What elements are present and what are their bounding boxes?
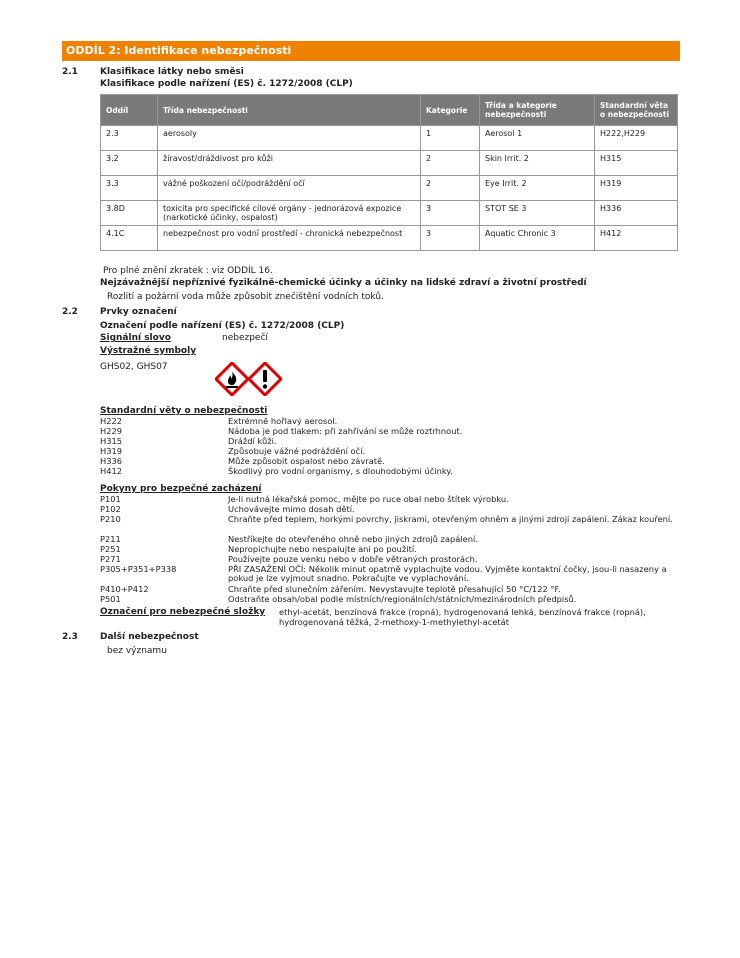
statement-code: P251: [100, 544, 121, 554]
section-number-2-2: 2.2: [62, 307, 78, 317]
col-header: Kategorie: [421, 95, 480, 126]
statement-code: H319: [100, 446, 123, 456]
subsection-title: Klasifikace látky nebo směsi: [100, 67, 244, 77]
col-header: Oddíl: [101, 95, 158, 126]
hazardous-components-label: Označení pro nebezpečné složky: [100, 607, 266, 617]
subsection-title: Prvky označení: [100, 307, 177, 317]
classification-table: [100, 94, 678, 251]
cell: H222,H229: [595, 126, 678, 151]
cell: 2: [421, 151, 480, 176]
cell: Skin Irrit. 2: [480, 151, 595, 176]
statement-text: Škodlivý pro vodní organismy, s dlouhodobými účinky.: [228, 466, 453, 476]
statement-code: P305+P351+P338: [100, 564, 177, 574]
cell: 3.3: [101, 176, 158, 201]
statement-code: H229: [100, 426, 123, 436]
subsection-title: Další nebezpečnost: [100, 632, 199, 642]
clp-label-heading: Označení podle nařízení (ES) č. 1272/2008 (CLP): [100, 321, 345, 331]
signal-word-value: nebezpečí: [222, 333, 268, 343]
cell: H336: [595, 201, 678, 226]
section-header: ODDÍL 2: Identifikace nebezpečnosti: [62, 41, 680, 61]
effects-heading: Nejzávažnější nepříznivé fyzikálně-chemické účinky a účinky na lidské zdraví a životní prostředí: [100, 278, 587, 288]
statement-text: Chraňte před teplem, horkými povrchy, jiskrami, otevřeným ohněm a jinými zdroji zapálení. Zákaz kouření.: [228, 514, 673, 524]
table-header-row: [101, 95, 678, 126]
statement-text: Nepropichujte nebo nespalujte ani po použití.: [228, 544, 417, 554]
statement-code: P501: [100, 594, 121, 604]
effects-text: Rozlití a požární voda může způsobit znečištění vodních toků.: [107, 292, 384, 302]
cell: 3.2: [101, 151, 158, 176]
hazard-statements-heading: Standardní věty o nebezpečnosti: [100, 406, 268, 416]
cell: 2: [421, 176, 480, 201]
statement-code: P101: [100, 494, 121, 504]
statement-code: P211: [100, 534, 121, 544]
cell: toxicita pro specifické cílové orgány - jednorázová expozice (narkotické účinky, ospalost): [158, 201, 421, 226]
cell: H412: [595, 226, 678, 251]
precautionary-statements-heading: Pokyny pro bezpečné zacházení: [100, 484, 262, 494]
cell: Aquatic Chronic 3: [480, 226, 595, 251]
cell: 3: [421, 226, 480, 251]
cell: H315: [595, 151, 678, 176]
statement-text: Chraňte před slunečním zářením. Nevystavujte teplotě přesahující 50 °C/122 °F.: [228, 584, 561, 594]
section-number-2-1: 2.1: [62, 67, 78, 77]
statement-code: P210: [100, 514, 121, 524]
col-header: Standardní věta o nebezpečnosti: [595, 95, 678, 126]
table-row: [101, 201, 678, 226]
cell: H319: [595, 176, 678, 201]
cell: STOT SE 3: [480, 201, 595, 226]
statement-text: Uchovávejte mimo dosah dětí.: [228, 504, 355, 514]
statement-text: Způsobuje vážné podráždění očí.: [228, 446, 366, 456]
cell: 1: [421, 126, 480, 151]
col-header: Třída a kategorie nebezpečnosti: [480, 95, 595, 126]
col-header: Třída nebezpečnosti: [158, 95, 421, 126]
cell: 4.1C: [101, 226, 158, 251]
statement-code: P102: [100, 504, 121, 514]
hazardous-components-value: ethyl-acetát, benzínová frakce (ropná), hydrogenovaná lehká, benzínová frakce (ropná), hydrogenovaná těžká, 2-methoxy-1-methylethyl-acetát: [279, 607, 646, 627]
statement-text: Je-li nutná lékařská pomoc, mějte po ruce obal nebo štítek výrobku.: [228, 494, 509, 504]
statement-text: Dráždí kůži.: [228, 436, 277, 446]
other-hazards-text: bez významu: [107, 646, 167, 656]
cell: Eye Irrit. 2: [480, 176, 595, 201]
exclamation-pictogram-icon: [248, 362, 282, 396]
statement-text: PŘI ZASAŽENÍ OČÍ: Několik minut opatrně vyplachujte vodou. Vyjměte kontaktní čočky, jsou-li nasazeny a pokud je lze vyjmout snadno. Pokračujte ve vyplachování.: [228, 564, 667, 583]
statement-code: P271: [100, 554, 121, 564]
statement-text: Nestříkejte do otevřeného ohně nebo jiných zdrojů zapálení.: [228, 534, 478, 544]
table-row: [101, 226, 678, 251]
signal-word-label: Signální slovo: [100, 333, 171, 343]
cell: 3: [421, 201, 480, 226]
abbreviations-note: Pro plné znění zkratek : viz ODDÍL 16.: [103, 266, 273, 276]
statement-code: H336: [100, 456, 123, 466]
hazard-symbols-value: GHS02, GHS07: [100, 362, 168, 372]
cell: aerosoly: [158, 126, 421, 151]
statement-text: Používejte pouze venku nebo v dobře větraných prostorách.: [228, 554, 478, 564]
flame-pictogram-icon: [215, 362, 249, 396]
statement-text: Nádoba je pod tlakem: při zahřívání se může roztrhnout.: [228, 426, 463, 436]
statement-text: Odstraňte obsah/obal podle místních/regionálních/státních/mezinárodních předpisů.: [228, 594, 577, 604]
cell: vážné poškození očí/podráždění očí: [158, 176, 421, 201]
cell: nebezpečnost pro vodní prostředí - chronická nebezpečnost: [158, 226, 421, 251]
statement-code: H315: [100, 436, 123, 446]
statement-text: Může způsobit ospalost nebo závratě.: [228, 456, 385, 466]
statement-text: Extrémně hořlavý aerosol.: [228, 416, 338, 426]
clp-classification-heading: Klasifikace podle nařízení (ES) č. 1272/2008 (CLP): [100, 79, 353, 89]
cell: Aerosol 1: [480, 126, 595, 151]
section-number-2-3: 2.3: [62, 632, 78, 642]
cell: 3.8D: [101, 201, 158, 226]
table-row: [101, 126, 678, 151]
cell: 2.3: [101, 126, 158, 151]
statement-code: H222: [100, 416, 123, 426]
hazard-symbols-label: Výstražné symboly: [100, 346, 197, 356]
cell: žíravost/dráždivost pro kůži: [158, 151, 421, 176]
table-row: [101, 176, 678, 201]
statement-code: P410+P412: [100, 584, 149, 594]
table-row: [101, 151, 678, 176]
statement-code: H412: [100, 466, 123, 476]
